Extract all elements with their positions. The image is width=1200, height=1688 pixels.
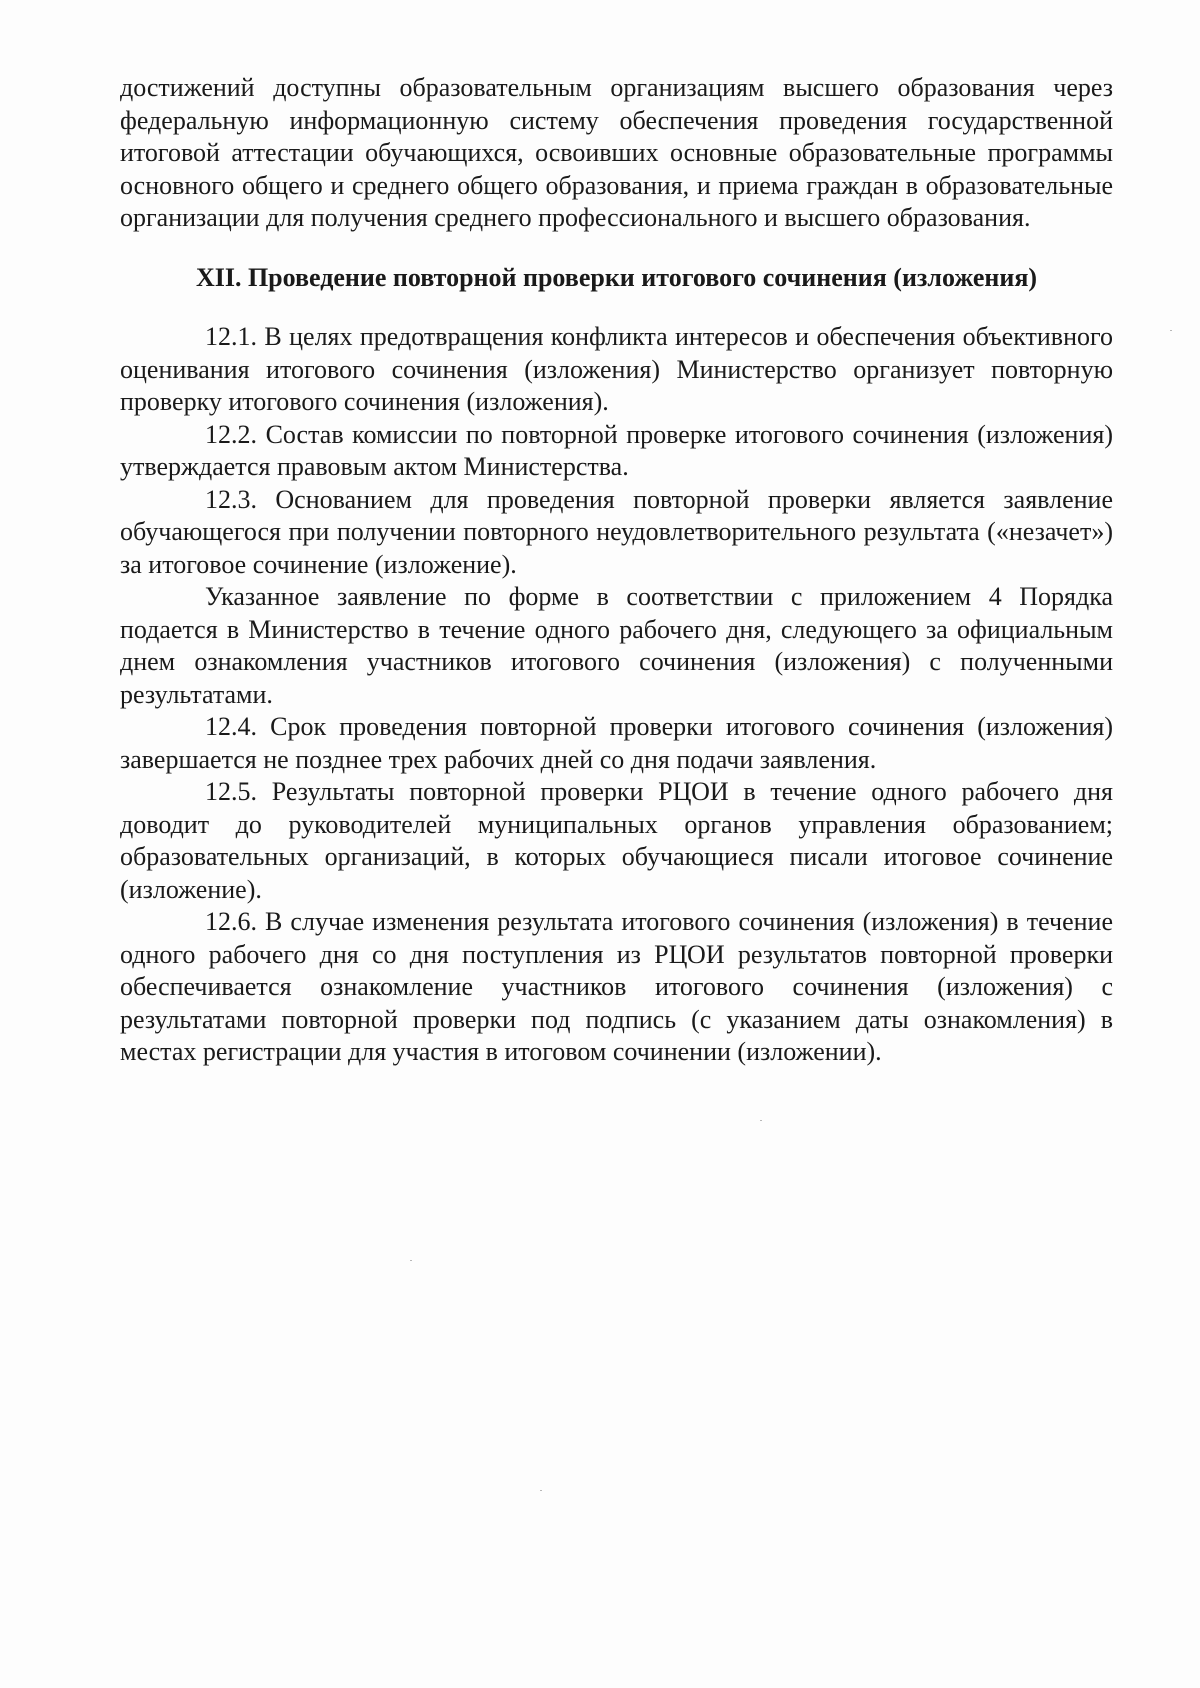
intro-paragraph: достижений доступны образовательным организациям высшего образования через федеральную информационную систему обеспечения проведения государственной итоговой аттестации обучающихся, освоивших основные образовательные программы основного общего и среднего общего образования, и приема граждан в образовательные организации для получения среднего профессионального и высшего образования.: [120, 73, 1113, 232]
paragraph-12-4: 12.4. Срок проведения повторной проверки итогового сочинения (изложения) завершается не позднее трех рабочих дней со дня подачи заявления.: [120, 712, 1113, 774]
paragraph-application: Указанное заявление по форме в соответствии с приложением 4 Порядка подается в Министерство в течение одного рабочего дня, следующего за официальным днем ознакомления участников итогового сочинения (изложения) с полученными результатами.: [120, 582, 1113, 709]
scan-speck: [540, 1490, 542, 1491]
scan-speck: [1170, 330, 1172, 331]
scan-speck: [410, 1260, 412, 1261]
paragraph-12-1: 12.1. В целях предотвращения конфликта интересов и обеспечения объективного оценивания итогового сочинения (изложения) Министерство организует повторную проверку итогового сочинения (изложения).: [120, 322, 1113, 416]
scan-speck: [760, 1120, 762, 1121]
paragraph-12-3: 12.3. Основанием для проведения повторной проверки является заявление обучающегося при получении повторного неудовлетворительного результата («незачет») за итоговое сочинение (изложение).: [120, 484, 1113, 579]
paragraph-12-6: 12.6. В случае изменения результата итогового сочинения (изложения) в течение одного рабочего дня со дня поступления из РЦОИ результатов повторной проверки обеспечивается ознакомление участников итогового сочинения (изложения) с результатами повторной проверки под подпись (с указанием даты ознакомления) в местах регистрации для участия в итоговом сочинении (изложении).: [120, 907, 1113, 1066]
document-body: [120, 72, 1113, 1069]
paragraph-12-2: 12.2. Состав комиссии по повторной проверке итогового сочинения (изложения) утверждается правовым актом Министерства.: [120, 419, 1113, 481]
paragraph-12-5: 12.5. Результаты повторной проверки РЦОИ в течение одного рабочего дня доводит до руководителей муниципальных органов управления образованием; образовательных организаций, в которых обучающиеся писали итоговое сочинение (изложение).: [120, 777, 1113, 904]
section-heading: XII. Проведение повторной проверки итогового сочинения (изложения): [195, 262, 1038, 292]
